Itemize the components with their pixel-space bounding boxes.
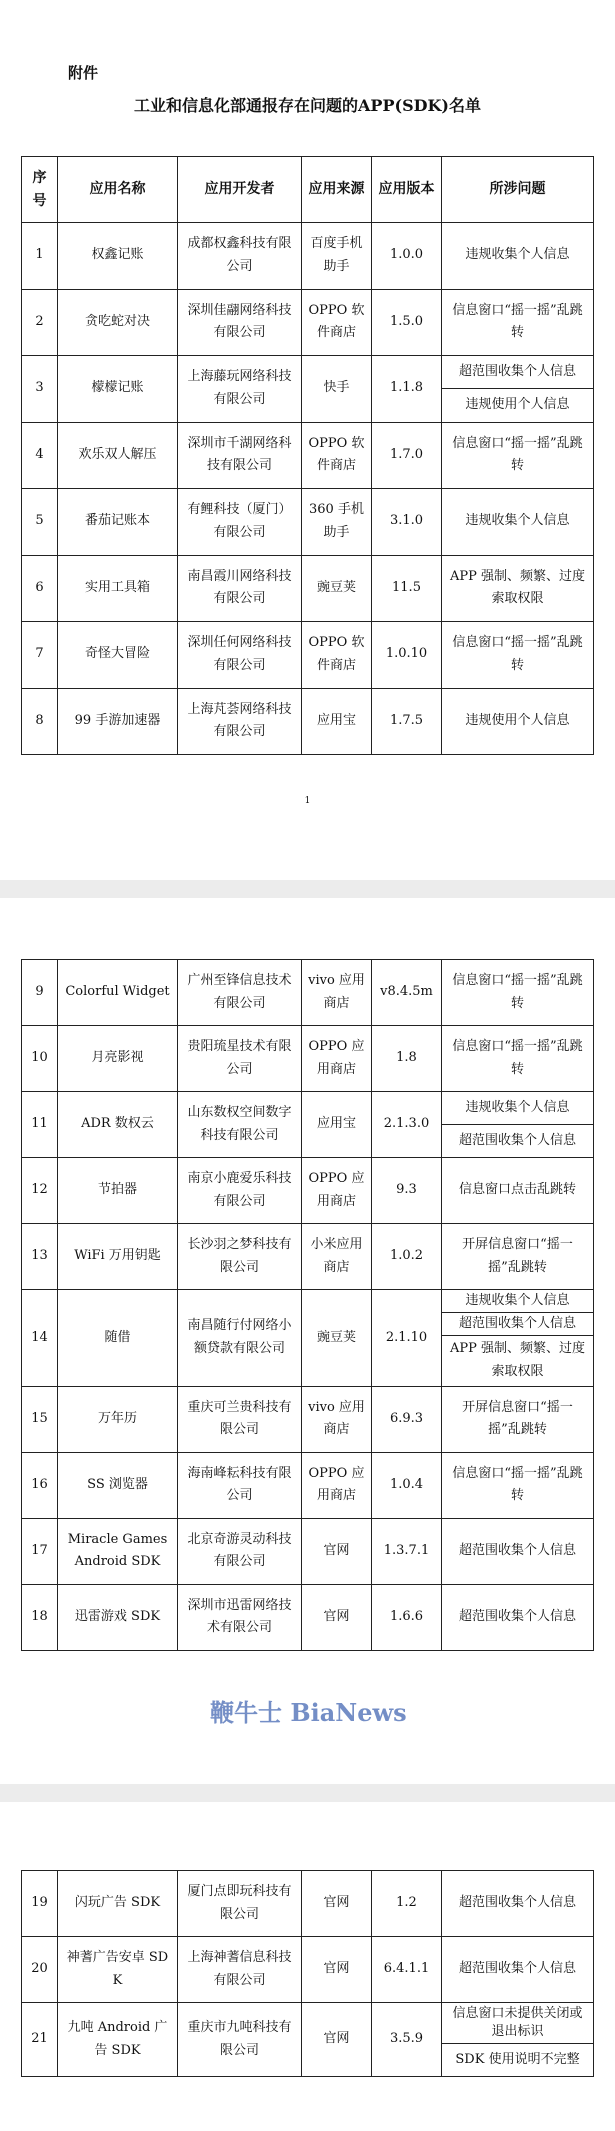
cell-version: 1.0.2	[372, 1224, 442, 1290]
cell-developer: 成都权鑫科技有限公司	[178, 223, 302, 290]
cell-issue: APP 强制、频繁、过度索取权限	[442, 555, 594, 622]
cell-version: 3.5.9	[372, 2003, 442, 2077]
cell-app-name: 欢乐双人解压	[58, 422, 178, 489]
table-row	[22, 1092, 594, 1125]
cell-no: 7	[22, 622, 58, 689]
cell-version: 6.4.1.1	[372, 1937, 442, 2003]
cell-app-name: Colorful Widget	[58, 960, 178, 1026]
cell-no: 16	[22, 1452, 58, 1518]
cell-version: 1.2	[372, 1871, 442, 1937]
table-row	[22, 1158, 594, 1224]
table-row	[22, 1518, 594, 1584]
cell-no: 4	[22, 422, 58, 489]
cell-version: 1.7.0	[372, 422, 442, 489]
cell-source: 官网	[302, 2003, 372, 2077]
cell-developer: 南京小鹿爱乐科技有限公司	[178, 1158, 302, 1224]
table-body-page-1	[22, 223, 594, 755]
cell-developer: 长沙羽之梦科技有限公司	[178, 1224, 302, 1290]
cell-version: 1.0.10	[372, 622, 442, 689]
cell-version: 2.1.10	[372, 1290, 442, 1387]
cell-app-name: 九吨 Android 广告 SDK	[58, 2003, 178, 2077]
cell-app-name: 檬檬记账	[58, 356, 178, 423]
cell-no: 18	[22, 1584, 58, 1650]
cell-version: 9.3	[372, 1158, 442, 1224]
cell-issue: 开屏信息窗口“摇一摇”乱跳转	[442, 1386, 594, 1452]
cell-app-name: 贪吃蛇对决	[58, 289, 178, 356]
cell-version: 3.1.0	[372, 489, 442, 556]
cell-source: 官网	[302, 1871, 372, 1937]
cell-source: vivo 应用商店	[302, 960, 372, 1026]
cell-issue: 信息窗口点击乱跳转	[442, 1158, 594, 1224]
cell-no: 14	[22, 1290, 58, 1387]
cell-source: OPPO 应用商店	[302, 1026, 372, 1092]
cell-source: vivo 应用商店	[302, 1386, 372, 1452]
cell-version: 11.5	[372, 555, 442, 622]
cell-source: 豌豆荚	[302, 555, 372, 622]
table-row	[22, 1937, 594, 2003]
cell-app-name: 神蓍广告安卓 SDK	[58, 1937, 178, 2003]
app-table-page-3	[21, 1870, 594, 2077]
cell-no: 8	[22, 688, 58, 755]
table-header-row	[22, 157, 594, 223]
cell-developer: 重庆可兰贵科技有限公司	[178, 1386, 302, 1452]
cell-no: 11	[22, 1092, 58, 1158]
table-row	[22, 1871, 594, 1937]
cell-source: 应用宝	[302, 688, 372, 755]
table-row	[22, 1584, 594, 1650]
cell-no: 3	[22, 356, 58, 423]
cell-issue: 超范围收集个人信息	[442, 356, 594, 389]
cell-no: 6	[22, 555, 58, 622]
cell-no: 9	[22, 960, 58, 1026]
cell-developer: 南昌随行付网络小额贷款有限公司	[178, 1290, 302, 1387]
cell-no: 12	[22, 1158, 58, 1224]
cell-issue: 违规收集个人信息	[442, 1290, 594, 1313]
cell-issue: 信息窗口“摇一摇”乱跳转	[442, 622, 594, 689]
cell-no: 2	[22, 289, 58, 356]
cell-version: 1.0.4	[372, 1452, 442, 1518]
cell-developer: 厦门点即玩科技有限公司	[178, 1871, 302, 1937]
cell-issue: APP 强制、频繁、过度索取权限	[442, 1336, 594, 1387]
cell-source: 官网	[302, 1937, 372, 2003]
cell-issue: 违规收集个人信息	[442, 1092, 594, 1125]
watermark-logo: 鞭牛士 BiaNews	[210, 1698, 407, 1727]
cell-app-name: 万年历	[58, 1386, 178, 1452]
cell-source: 官网	[302, 1584, 372, 1650]
cell-no: 13	[22, 1224, 58, 1290]
cell-version: 1.5.0	[372, 289, 442, 356]
cell-source: 百度手机助手	[302, 223, 372, 290]
cell-version: 1.0.0	[372, 223, 442, 290]
table-row	[22, 1290, 594, 1313]
cell-no: 17	[22, 1518, 58, 1584]
cell-issue: 信息窗口“摇一摇”乱跳转	[442, 422, 594, 489]
cell-no: 1	[22, 223, 58, 290]
cell-issue: 信息窗口“摇一摇”乱跳转	[442, 289, 594, 356]
cell-app-name: SS 浏览器	[58, 1452, 178, 1518]
cell-version: 1.8	[372, 1026, 442, 1092]
cell-developer: 广州至锋信息技术有限公司	[178, 960, 302, 1026]
cell-developer: 深圳市千湖网络科技有限公司	[178, 422, 302, 489]
cell-developer: 深圳佳翮网络科技有限公司	[178, 289, 302, 356]
cell-source: 快手	[302, 356, 372, 423]
header-no: 序号	[22, 157, 58, 223]
cell-issue: 信息窗口“摇一摇”乱跳转	[442, 960, 594, 1026]
cell-no: 19	[22, 1871, 58, 1937]
table-row	[22, 2003, 594, 2044]
annex-label: 附件	[68, 64, 99, 82]
cell-issue: 违规使用个人信息	[442, 389, 594, 422]
cell-source: 应用宝	[302, 1092, 372, 1158]
cell-version: 1.7.5	[372, 688, 442, 755]
cell-source: OPPO 软件商店	[302, 622, 372, 689]
cell-app-name: 随借	[58, 1290, 178, 1387]
cell-developer: 重庆市九吨科技有限公司	[178, 2003, 302, 2077]
page-2	[0, 898, 615, 1784]
cell-issue: 超范围收集个人信息	[442, 1584, 594, 1650]
cell-developer: 贵阳琉星技术有限公司	[178, 1026, 302, 1092]
cell-developer: 南昌霞川网络科技有限公司	[178, 555, 302, 622]
header-issues: 所涉问题	[442, 157, 594, 223]
cell-no: 5	[22, 489, 58, 556]
table-row	[22, 1224, 594, 1290]
cell-developer: 上海芃荟网络科技有限公司	[178, 688, 302, 755]
cell-source: OPPO 软件商店	[302, 422, 372, 489]
cell-developer: 深圳市迅雷网络技术有限公司	[178, 1584, 302, 1650]
cell-issue: 违规收集个人信息	[442, 223, 594, 290]
cell-no: 10	[22, 1026, 58, 1092]
cell-developer: 上海神蓍信息科技有限公司	[178, 1937, 302, 2003]
cell-app-name: ADR 数权云	[58, 1092, 178, 1158]
table-body-page-2	[22, 960, 594, 1651]
page-1	[0, 0, 615, 880]
cell-version: 2.1.3.0	[372, 1092, 442, 1158]
cell-source: OPPO 软件商店	[302, 289, 372, 356]
cell-developer: 山东数权空间数字科技有限公司	[178, 1092, 302, 1158]
cell-issue: 开屏信息窗口“摇一摇”乱跳转	[442, 1224, 594, 1290]
table-row	[22, 289, 594, 356]
cell-source: OPPO 应用商店	[302, 1158, 372, 1224]
cell-no: 15	[22, 1386, 58, 1452]
header-source: 应用来源	[302, 157, 372, 223]
table-row	[22, 1452, 594, 1518]
cell-app-name: 奇怪大冒险	[58, 622, 178, 689]
table-row	[22, 688, 594, 755]
cell-no: 21	[22, 2003, 58, 2077]
cell-source: 360 手机助手	[302, 489, 372, 556]
cell-issue: 超范围收集个人信息	[442, 1871, 594, 1937]
cell-app-name: 节拍器	[58, 1158, 178, 1224]
cell-version: v8.4.5m	[372, 960, 442, 1026]
cell-issue: 信息窗口“摇一摇”乱跳转	[442, 1026, 594, 1092]
cell-issue: 超范围收集个人信息	[442, 1518, 594, 1584]
cell-source: 豌豆荚	[302, 1290, 372, 1387]
header-app-name: 应用名称	[58, 157, 178, 223]
cell-source: 小米应用商店	[302, 1224, 372, 1290]
document-title: 工业和信息化部通报存在问题的APP(SDK)名单	[134, 96, 481, 115]
page-number: 1	[304, 796, 311, 806]
table-row	[22, 622, 594, 689]
cell-issue: 信息窗口“摇一摇”乱跳转	[442, 1452, 594, 1518]
cell-issue: 超范围收集个人信息	[442, 1937, 594, 2003]
header-developer: 应用开发者	[178, 157, 302, 223]
app-table-page-2	[21, 959, 594, 1651]
cell-issue: 违规使用个人信息	[442, 688, 594, 755]
cell-version: 1.1.8	[372, 356, 442, 423]
header-version: 应用版本	[372, 157, 442, 223]
cell-issue: 信息窗口未提供关闭或退出标识	[442, 2003, 594, 2044]
cell-issue: SDK 使用说明不完整	[442, 2044, 594, 2077]
cell-developer: 有鲤科技（厦门）有限公司	[178, 489, 302, 556]
cell-developer: 深圳任何网络科技有限公司	[178, 622, 302, 689]
table-row	[22, 422, 594, 489]
cell-no: 20	[22, 1937, 58, 2003]
cell-version: 1.3.7.1	[372, 1518, 442, 1584]
cell-developer: 上海藤玩网络科技有限公司	[178, 356, 302, 423]
cell-developer: 海南峰耘科技有限公司	[178, 1452, 302, 1518]
cell-source: OPPO 应用商店	[302, 1452, 372, 1518]
cell-app-name: 迅雷游戏 SDK	[58, 1584, 178, 1650]
cell-version: 6.9.3	[372, 1386, 442, 1452]
cell-issue: 违规收集个人信息	[442, 489, 594, 556]
cell-app-name: 99 手游加速器	[58, 688, 178, 755]
cell-app-name: 月亮影视	[58, 1026, 178, 1092]
table-row	[22, 223, 594, 290]
app-table-page-1	[21, 156, 594, 755]
cell-issue: 超范围收集个人信息	[442, 1125, 594, 1158]
cell-app-name: Miracle Games Android SDK	[58, 1518, 178, 1584]
table-body-page-3	[22, 1871, 594, 2077]
cell-version: 1.6.6	[372, 1584, 442, 1650]
table-row	[22, 555, 594, 622]
cell-developer: 北京奇游灵动科技有限公司	[178, 1518, 302, 1584]
cell-issue: 超范围收集个人信息	[442, 1313, 594, 1336]
cell-app-name: 闪玩广告 SDK	[58, 1871, 178, 1937]
page-3	[0, 1802, 615, 2131]
cell-app-name: WiFi 万用钥匙	[58, 1224, 178, 1290]
cell-app-name: 权鑫记账	[58, 223, 178, 290]
table-row	[22, 1026, 594, 1092]
cell-app-name: 番茄记账本	[58, 489, 178, 556]
cell-app-name: 实用工具箱	[58, 555, 178, 622]
table-row	[22, 960, 594, 1026]
table-row	[22, 356, 594, 389]
cell-source: 官网	[302, 1518, 372, 1584]
table-row	[22, 489, 594, 556]
table-row	[22, 1386, 594, 1452]
